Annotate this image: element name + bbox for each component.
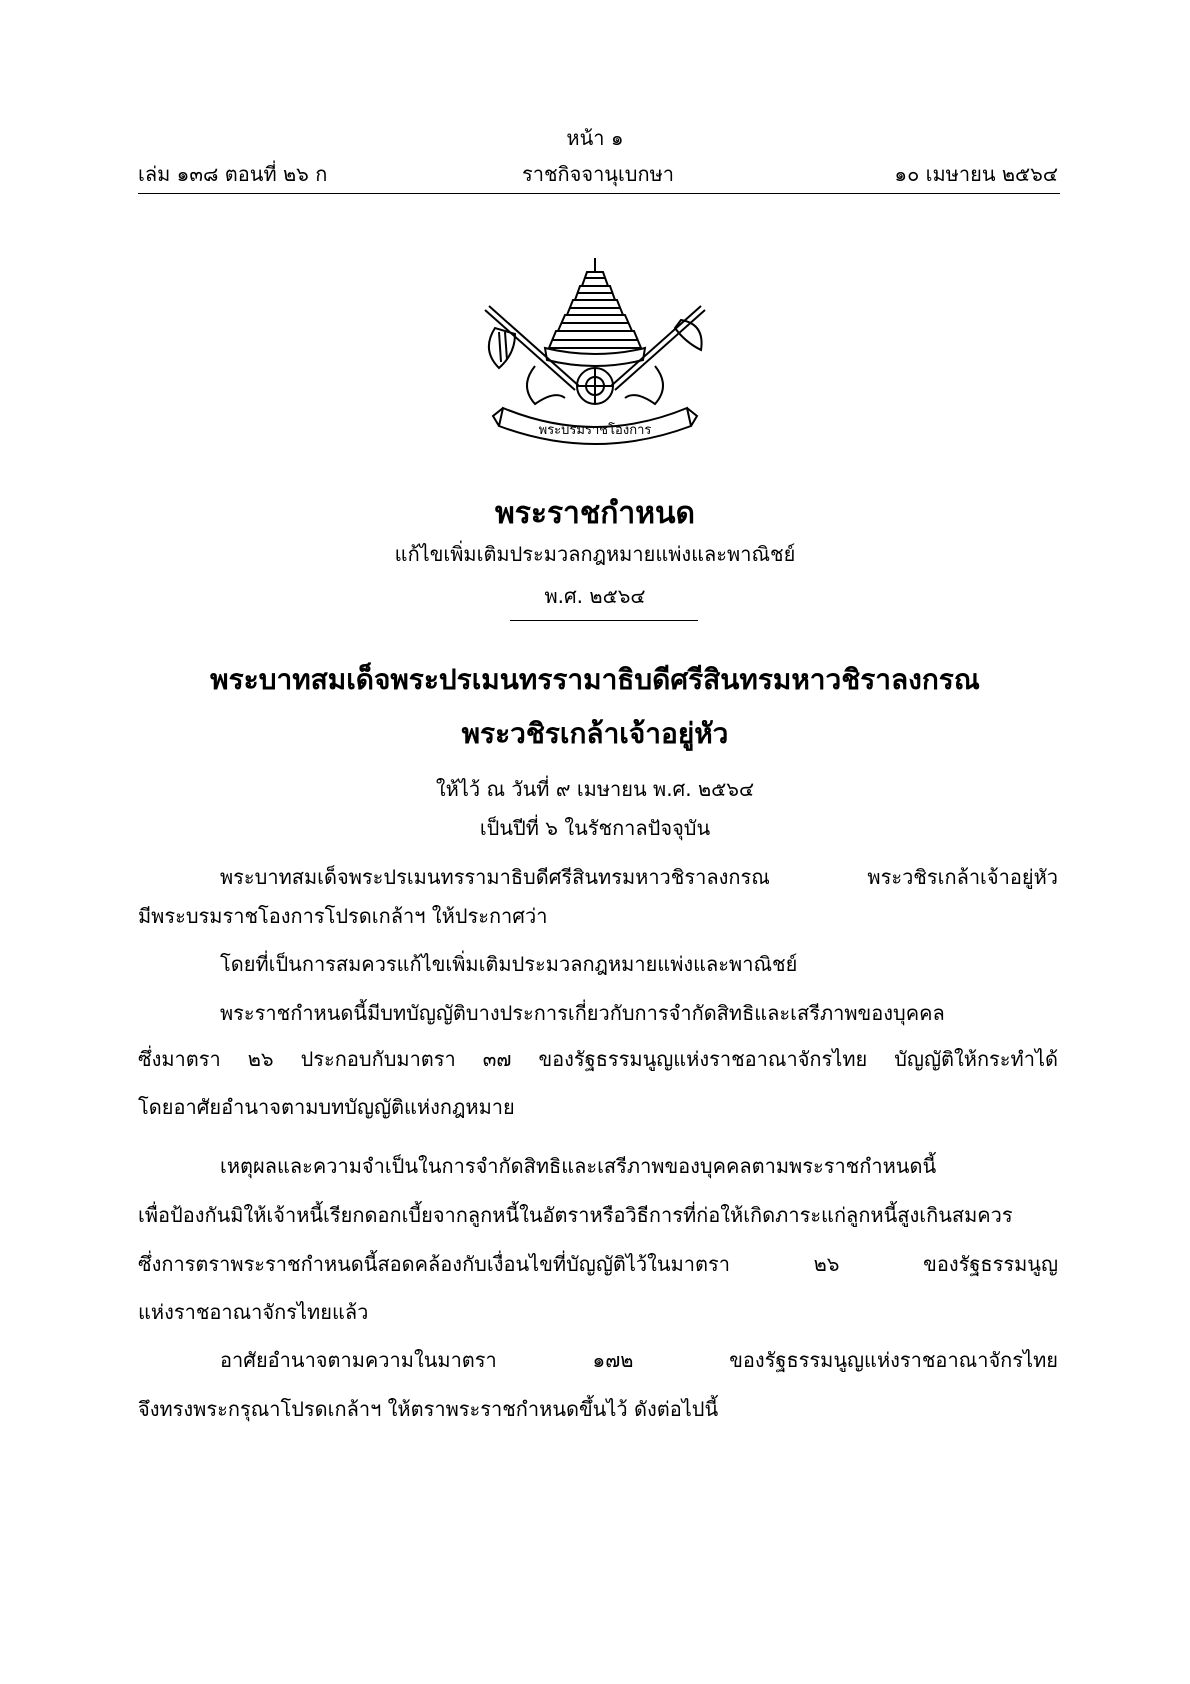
given-date: ให้ไว้ ณ วันที่ ๙ เมษายน พ.ศ. ๒๕๖๔ (435, 777, 755, 801)
body-line: ซึ่งการตราพระราชกำหนดนี้สอดคล้องกับเงื่อนไขที่บัญญัติไว้ในมาตรา ๒๖ ของรัฐธรรมนูญ (138, 1252, 1058, 1276)
body-line: มีพระบรมราชโองการโปรดเกล้าฯ ให้ประกาศว่า (138, 904, 548, 928)
gazette-header (138, 158, 1058, 188)
body-line: โดยอาศัยอำนาจตามบทบัญญัติแห่งกฎหมาย (138, 1095, 515, 1119)
reign-year: เป็นปีที่ ๖ ในรัชกาลปัจจุบัน (479, 816, 711, 840)
body-line: พระบาทสมเด็จพระปรเมนทรรามาธิบดีศรีสินทรมหาวชิราลงกรณ พระวชิรเกล้าเจ้าอยู่หัว (220, 865, 1058, 889)
body-line: ซึ่งมาตรา ๒๖ ประกอบกับมาตรา ๓๗ ของรัฐธรรมนูญแห่งราชอาณาจักรไทย บัญญัติให้กระทำได้ (138, 1047, 1058, 1071)
decree-title: พระราชกำหนด (494, 496, 696, 531)
volume-issue: เล่ม ๑๓๘ ตอนที่ ๒๖ ก (138, 162, 328, 186)
king-name-line1: พระบาทสมเด็จพระปรเมนทรรามาธิบดีศรีสินทรมหาวชิราลงกรณ (210, 663, 980, 696)
royal-emblem-icon (475, 258, 715, 450)
decree-year: พ.ศ. ๒๕๖๔ (544, 584, 646, 608)
page-number: หน้า ๑ (566, 126, 624, 150)
decree-subject: แก้ไขเพิ่มเติมประมวลกฎหมายแพ่งและพาณิชย์ (394, 542, 796, 566)
header-divider (138, 193, 1060, 194)
title-divider (510, 620, 698, 621)
publication-date: ๑๐ เมษายน ๒๕๖๔ (894, 162, 1058, 186)
body-line: เพื่อป้องกันมิให้เจ้าหนี้เรียกดอกเบี้ยจากลูกหนี้ในอัตราหรือวิธีการที่ก่อให้เกิดภาระแก่ลูกหนี้สูงเกินสมควร (138, 1203, 1013, 1227)
body-line: พระราชกำหนดนี้มีบทบัญญัติบางประการเกี่ยวกับการจำกัดสิทธิและเสรีภาพของบุคคล (220, 1001, 945, 1025)
emblem-inscription: พระบรมราชโองการ (538, 423, 652, 438)
body-line: อาศัยอำนาจตามความในมาตรา ๑๗๒ ของรัฐธรรมนูญแห่งราชอาณาจักรไทย (220, 1348, 1058, 1372)
body-line: เหตุผลและความจำเป็นในการจำกัดสิทธิและเสรีภาพของบุคคลตามพระราชกำหนดนี้ (220, 1154, 937, 1178)
body-line: โดยที่เป็นการสมควรแก้ไขเพิ่มเติมประมวลกฎหมายแพ่งและพาณิชย์ (220, 952, 798, 976)
body-line: แห่งราชอาณาจักรไทยแล้ว (138, 1300, 369, 1324)
body-line: จึงทรงพระกรุณาโปรดเกล้าฯ ให้ตราพระราชกำหนดขึ้นไว้ ดังต่อไปนี้ (138, 1397, 719, 1421)
publication-name: ราชกิจจานุเบกษา (521, 162, 675, 186)
king-name-line2: พระวชิรเกล้าเจ้าอยู่หัว (461, 717, 729, 750)
